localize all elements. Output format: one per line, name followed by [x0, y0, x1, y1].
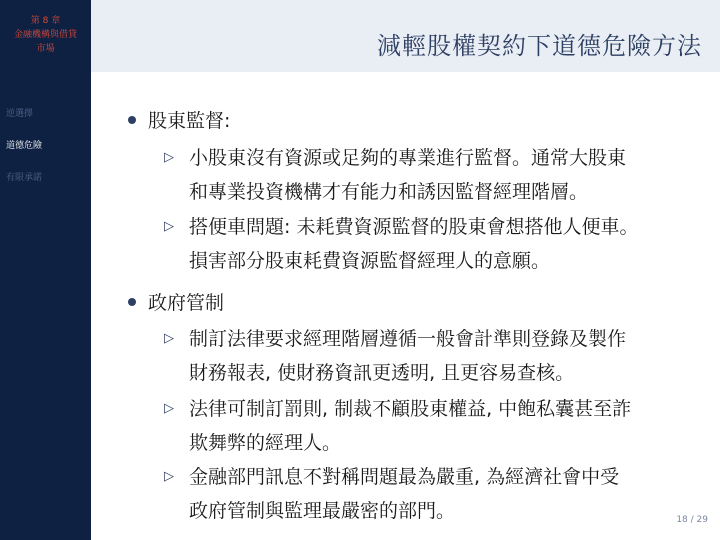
sub-item-line: 制訂法律要求經理階層遵循一般會計準則登錄及製作	[189, 328, 627, 350]
nav-item-moral-hazard[interactable]: 道德危險	[6, 141, 43, 151]
triangle-bullet-icon: ▷	[164, 331, 174, 346]
sub-item-line: 欺舞弊的經理人。	[189, 432, 342, 454]
sub-item-line: 法律可制訂罰則, 制裁不顧股東權益, 中飽私囊甚至詐	[189, 398, 632, 420]
section-heading: 政府管制	[128, 288, 224, 315]
nav-item-limited-commitment[interactable]: 有限承諾	[6, 173, 43, 183]
sub-item-line: 金融部門訊息不對稱問題最為嚴重, 為經濟社會中受	[189, 466, 620, 488]
chapter-line: 第 8 章	[30, 16, 61, 26]
sub-item	[164, 392, 704, 460]
sub-item-line: 小股東沒有資源或足夠的專業進行監督。通常大股東	[189, 147, 627, 169]
bullet-dot-icon	[128, 298, 136, 306]
section-heading: 股東監督:	[128, 106, 230, 133]
triangle-bullet-icon: ▷	[164, 469, 174, 484]
chapter-line: 金融機構與借貸	[13, 30, 77, 40]
chapter-line: 市場	[36, 44, 55, 54]
triangle-bullet-icon: ▷	[164, 219, 174, 234]
sub-item	[164, 210, 704, 278]
sub-item-line: 和專業投資機構才有能力和誘因監督經理階層。	[189, 181, 589, 203]
sub-item-line: 搭便車問題: 未耗費資源監督的股東會想搭他人便車。	[189, 216, 639, 238]
sub-item-line: 財務報表, 使財務資訊更透明, 且更容易查核。	[189, 362, 575, 384]
page-number: 18 / 29	[676, 515, 708, 525]
bullet-dot-icon	[128, 116, 136, 124]
triangle-bullet-icon: ▷	[164, 401, 174, 416]
nav-item-adverse-selection[interactable]: 逆選擇	[6, 109, 34, 119]
triangle-bullet-icon: ▷	[164, 150, 174, 165]
sub-item-line: 損害部分股東耗費資源監督經理人的意願。	[189, 250, 551, 272]
sub-item-line: 政府管制與監理最嚴密的部門。	[189, 500, 456, 522]
sub-item	[164, 322, 704, 390]
slide-title: 減輕股權契約下道德危險方法	[377, 32, 702, 60]
sub-item	[164, 141, 704, 209]
sub-item	[164, 460, 704, 528]
